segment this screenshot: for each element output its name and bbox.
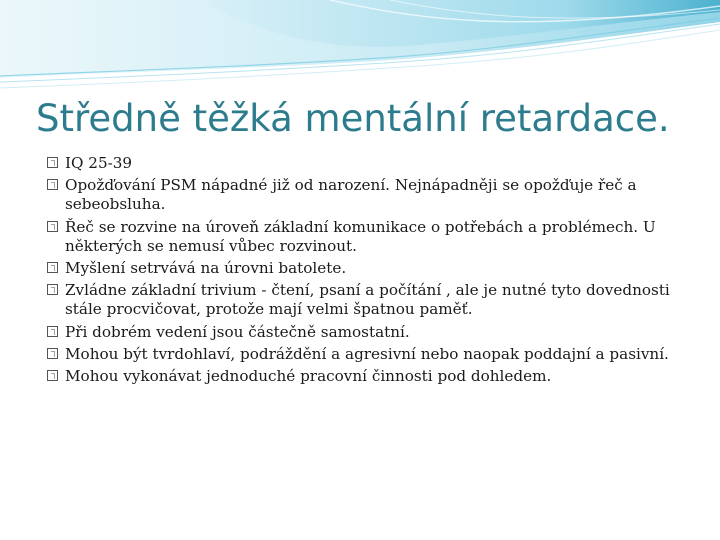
bullet-item [47, 176, 687, 214]
bullet-marker-icon [47, 179, 58, 190]
header-wave-decoration [0, 0, 720, 95]
bullet-item [47, 154, 687, 173]
bullet-text: Mohou být tvrdohlaví, podráždění a agresivní nebo naopak poddajní a pasivní. [65, 344, 669, 363]
bullet-marker-icon [47, 157, 58, 168]
bullet-item [47, 259, 687, 278]
bullet-marker-icon [47, 284, 58, 295]
bullet-marker-icon [47, 348, 58, 359]
bullet-item [47, 345, 687, 364]
bullet-marker-icon [47, 262, 58, 273]
bullet-text: Myšlení setrvává na úrovni batolete. [65, 259, 347, 278]
bullet-text: IQ 25-39 [65, 154, 133, 172]
bullet-item [47, 367, 687, 386]
bullet-text: Opožďování PSM nápadné již od narození. Nejnápadněji se opožďuje řeč a sebeobsluha. [65, 176, 637, 214]
bullet-marker-icon [47, 221, 58, 232]
bullet-marker-icon [47, 370, 58, 381]
bullet-item [47, 218, 687, 256]
bullet-text: Při dobrém vedení jsou částečně samostatní. [65, 322, 410, 341]
bullet-item [47, 323, 687, 342]
bullet-list [47, 154, 687, 389]
bullet-marker-icon [47, 326, 58, 337]
bullet-text: Řeč se rozvine na úroveň základní komunikace o potřebách a problémech. U některých se nemusí vůbec rozvinout. [65, 217, 656, 255]
slide-title: Středně těžká mentální retardace. [36, 97, 670, 140]
bullet-text: Mohou vykonávat jednoduché pracovní činnosti pod dohledem. [65, 367, 552, 386]
bullet-text: Zvládne základní trivium - čtení, psaní a počítání , ale je nutné tyto dovednosti stále procvičovat, protože mají velmi špatnou paměť. [65, 281, 670, 319]
bullet-item [47, 281, 687, 319]
